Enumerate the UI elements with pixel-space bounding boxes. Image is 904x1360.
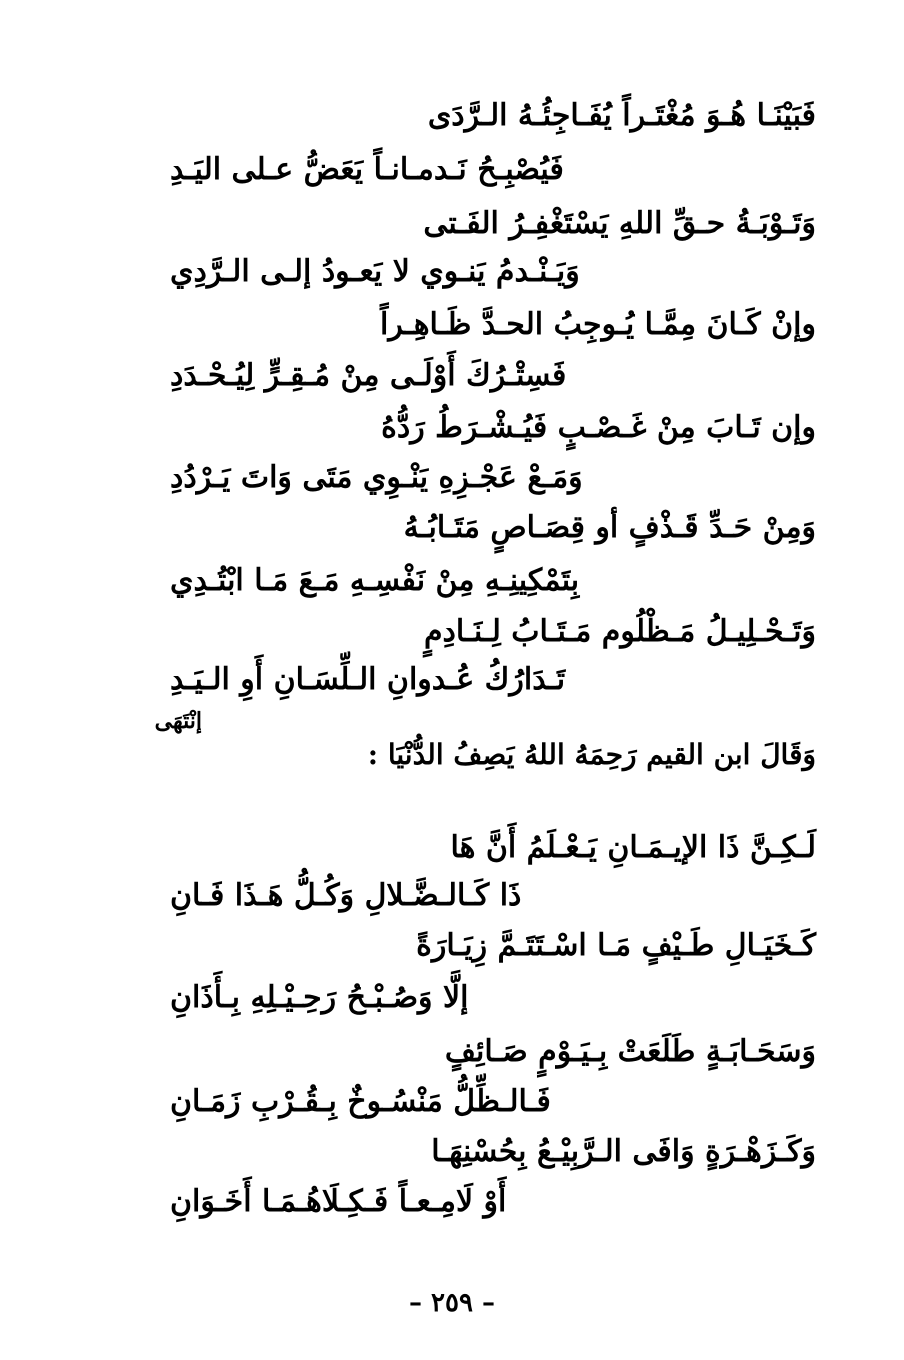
verse-line: إلَّا وَصُـبْـحُ رَحِـيْـلِهِ بِـأَذَانِ (170, 980, 469, 1015)
verse-line: وَيَـنْـدمُ يَنـوي لا يَعـودُ إلـى الـرَّدِي (170, 254, 580, 289)
verse-line: وَكَـزَهْـرَةٍ وَافَى الـرَّبِيْـعُ بِحُسْنِهَـا (431, 1134, 816, 1169)
verse-line: وإن تَـابَ مِنْ غَـصْـبٍ فَيُـشْـرَطُ رَدُّهُ (381, 410, 816, 445)
verse-line: تَـدَارُكُ عُـدوانِ الـلِّسَـانِ أَوِ الـيَـدِ (170, 662, 566, 697)
verse-line: فَبَيْنَـا هُـوَ مُغْتَـراً يُفَـاجِئُـهُ الـرَّدَى (427, 98, 816, 133)
verse-line: وَتَـحْـلِيـلُ مَـظْلُوم مَـتَـابُ لِـنَـادِمٍ (423, 614, 816, 649)
verse-line: وإنْ كَـانَ مِمَّـا يُـوجِبُ الحـدَّ ظَـاهِـراً (380, 307, 816, 342)
verse-line: كَـخَيَـالِ طَـيْفٍ مَـا اسْـتَتَـمَّ زِيَـارَةً (416, 928, 816, 963)
verse-line: بِتَمْكِينِـهِ مِنْ نَفْسِـهِ مَـعَ مَـا ابْتُـدِي (170, 563, 580, 598)
verse-line: وَمِنْ حَـدِّ قَـذْفٍ أو قِصَـاصٍ مَتَـابُـهُ (403, 510, 816, 545)
verse-line: فَسِتْـرُكَ أَوْلَـى مِنْ مُـقِـرٍّ لِيُـحْـدَدِ (170, 358, 567, 393)
verse-line: أَوْ لَامِـعـاً فَـكِـلَاهُـمَـا أَخَـوَانِ (170, 1184, 507, 1219)
end-note: إنْتَهَى (154, 708, 202, 734)
verse-line: وَتَـوْبَـةُ حـقِّ اللهِ يَسْتَغْفِـرُ الفَـتى (423, 206, 816, 241)
page-number: – ٢٥٩ – (408, 1288, 496, 1318)
verse-line: فَـالـظِّلُّ مَنْسُـوخٌ بِـقُـرْبِ زَمَـانِ (170, 1084, 551, 1119)
verse-line: ذَا كَـالـضَّـلالِ وَكُـلُّ هَـذَا فَـانِ (170, 878, 522, 913)
verse-line: وَمَـعْ عَجْـزِهِ يَنْـوِي مَتَى وَاتَ يَـرْدُدِ (170, 460, 583, 495)
verse-line: لَـكِـنَّ ذَا الإيـمَـانِ يَـعْـلَمُ أَنَّ هَا (450, 830, 816, 865)
verse-line: فَيُصْبِـحُ نَـدمـانـاً يَعَضُّ عـلى اليَـدِ (170, 152, 564, 187)
verse-line: وَسَحَـابَـةٍ طَلَعَتْ بِـيَـوْمٍ صَـائِفٍ (444, 1034, 816, 1069)
intro-line: وَقَالَ ابن القيم رَحِمَهُ اللهُ يَصِفُ الدُّنْيَا : (367, 738, 816, 771)
